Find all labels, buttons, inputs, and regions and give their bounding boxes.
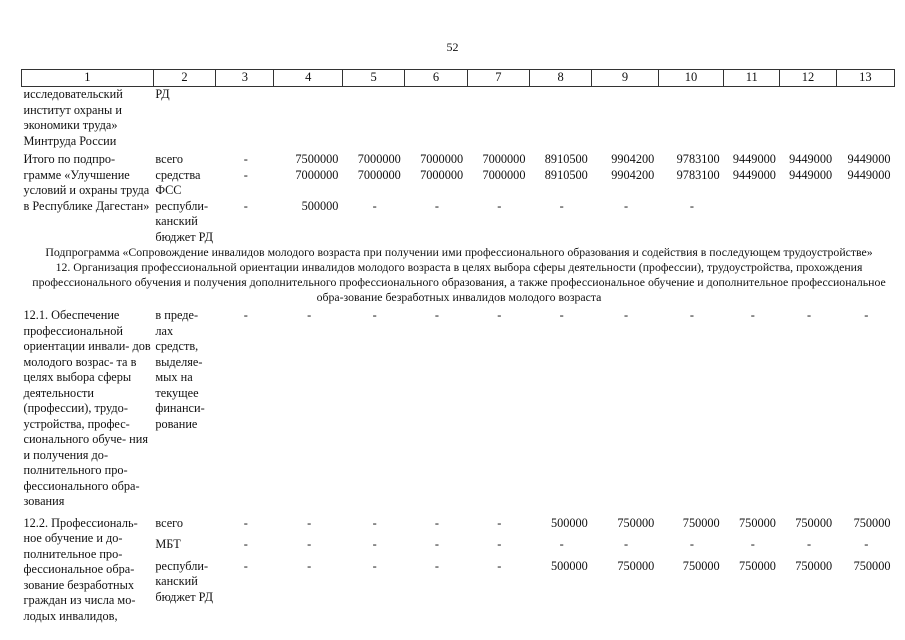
- column-header: 5: [342, 70, 404, 87]
- row-source: всего: [155, 152, 184, 166]
- value-cell: -: [243, 152, 248, 166]
- value-cell: -: [559, 308, 564, 322]
- value-cell: 9449000: [732, 152, 776, 166]
- value-cell: 7000000: [482, 167, 526, 182]
- row-source: МБТ: [155, 537, 181, 552]
- table-row: [22, 308, 895, 510]
- page-number: 52: [446, 40, 459, 54]
- column-header: 8: [529, 70, 591, 87]
- value-cell: -: [689, 198, 695, 213]
- value-cell: 500000: [550, 558, 588, 573]
- value-cell: -: [623, 308, 629, 322]
- column-header: 7: [467, 70, 529, 87]
- value-cell: 7000000: [420, 152, 464, 166]
- row-source: средства ФСС: [155, 167, 201, 197]
- value-cell: 9904200: [611, 152, 655, 166]
- value-cell: -: [434, 558, 440, 573]
- value-cell: -: [307, 515, 312, 530]
- value-cell: -: [434, 308, 440, 322]
- value-cell: -: [864, 537, 869, 552]
- row-source: республи- канский бюджет РД: [155, 558, 213, 604]
- value-cell: -: [497, 308, 502, 322]
- value-cell: -: [243, 167, 248, 182]
- table-row: [22, 559, 895, 624]
- value-cell: -: [559, 198, 564, 213]
- value-cell: 8910500: [544, 167, 588, 182]
- value-cell: -: [243, 198, 248, 213]
- value-cell: -: [243, 515, 248, 530]
- column-header: 6: [405, 70, 467, 87]
- value-cell: 500000: [550, 515, 588, 530]
- value-cell: -: [750, 308, 755, 322]
- value-cell: 7500000: [295, 152, 339, 166]
- value-cell: 9449000: [847, 152, 891, 166]
- table-row: [22, 152, 895, 168]
- value-cell: 9449000: [847, 167, 891, 182]
- value-cell: 500000: [301, 198, 339, 213]
- subprogram-row: [22, 245, 895, 260]
- value-cell: -: [497, 198, 502, 213]
- value-cell: 7000000: [482, 152, 526, 166]
- value-cell: -: [434, 515, 440, 530]
- column-header: 10: [658, 70, 723, 87]
- value-cell: 750000: [739, 558, 776, 573]
- table-row: [22, 168, 895, 199]
- value-cell: -: [559, 537, 564, 552]
- column-header: 1: [22, 70, 154, 87]
- value-cell: -: [372, 558, 377, 573]
- value-cell: -: [372, 308, 377, 322]
- value-cell: -: [307, 308, 312, 322]
- value-cell: 7000000: [420, 167, 464, 182]
- value-cell: 750000: [795, 515, 833, 530]
- column-header: 2: [153, 70, 215, 87]
- table-row: [22, 87, 895, 150]
- value-cell: 7000000: [357, 167, 401, 182]
- column-header: 3: [216, 70, 274, 87]
- row-name: Итого по подпро- грамме «Улучшение условий и охраны труда в Республике Дагестан»: [23, 152, 150, 213]
- value-cell: -: [497, 515, 502, 530]
- row-source: в преде- лах средств, выделяе- мых на текущее финанси- рование: [155, 308, 205, 431]
- value-cell: -: [372, 515, 377, 530]
- value-cell: -: [243, 558, 248, 573]
- row-name: 12.1. Обеспечение профессиональной ориентации инвали- дов молодого возрас- та в целях выбора сферы деятельности (профессии), трудо- устройства, профес- сионального обуче- ния и получения до- полнительного про- фессионального обра- зования: [23, 308, 151, 508]
- value-cell: -: [689, 308, 695, 322]
- value-cell: 750000: [795, 558, 833, 573]
- value-cell: -: [372, 537, 377, 552]
- value-cell: -: [434, 537, 440, 552]
- value-cell: 750000: [853, 515, 891, 530]
- value-cell: 9449000: [789, 167, 833, 182]
- value-cell: -: [243, 537, 248, 552]
- budget-table: [21, 69, 895, 624]
- value-cell: 750000: [739, 515, 776, 530]
- value-cell: 750000: [682, 558, 720, 573]
- value-cell: -: [806, 308, 812, 322]
- column-header: 11: [724, 70, 780, 87]
- value-cell: 9449000: [789, 152, 833, 166]
- column-header: 9: [592, 70, 658, 87]
- row-source: республи- канский бюджет РД: [155, 198, 213, 244]
- value-cell: 9783100: [676, 152, 720, 166]
- value-cell: -: [689, 537, 695, 552]
- value-cell: -: [864, 308, 869, 322]
- value-cell: 9783100: [676, 167, 720, 182]
- table-row: [22, 537, 895, 559]
- row-source: всего: [155, 515, 184, 530]
- value-cell: 7000000: [295, 167, 339, 182]
- value-cell: -: [307, 537, 312, 552]
- value-cell: 750000: [617, 515, 655, 530]
- value-cell: -: [806, 537, 812, 552]
- value-cell: 8910500: [544, 152, 588, 166]
- table-row: [22, 516, 895, 538]
- header-row: [22, 70, 895, 87]
- row-name: 12.2. Профессиональ- ное обучение и до- полнительное про- фессиональное обра- зование безработных граждан из числа мо- лодых инвалидов,: [23, 515, 138, 623]
- value-cell: -: [307, 558, 312, 573]
- table-row: [22, 199, 895, 246]
- value-cell: -: [372, 198, 377, 213]
- value-cell: [780, 199, 836, 246]
- value-cell: -: [243, 308, 248, 322]
- section-row: [22, 260, 895, 305]
- column-header: 4: [274, 70, 342, 87]
- value-cell: 750000: [853, 558, 891, 573]
- value-cell: -: [497, 558, 502, 573]
- value-cell: 750000: [682, 515, 720, 530]
- value-cell: [836, 199, 894, 246]
- value-cell: -: [623, 198, 629, 213]
- row-source: РД: [155, 87, 170, 101]
- value-cell: -: [497, 537, 502, 552]
- column-header: 12: [780, 70, 836, 87]
- column-header: 13: [836, 70, 894, 87]
- value-cell: 9449000: [732, 167, 776, 182]
- section-heading: 12. Организация профессиональной ориентации инвалидов молодого возраста в целях выбора сферы деятельности (профессии), трудоустройства, прохождения профессионального обучения и получения дополнительного профессионального образования, а также профессиональное обучение и дополнительное профессиональное обра-зование безработных инвалидов молодого возраста: [32, 260, 886, 304]
- row-name: исследовательский институт охраны и экономики труда» Минтруда России: [23, 87, 123, 148]
- value-cell: 7000000: [357, 152, 401, 166]
- value-cell: -: [750, 537, 755, 552]
- value-cell: 9904200: [611, 167, 655, 182]
- subprogram-title: Подпрограмма «Сопровождение инвалидов молодого возраста при получении ими профессионального образования и содействия в последующем трудоустройстве»: [45, 245, 873, 259]
- value-cell: -: [623, 537, 629, 552]
- value-cell: [724, 199, 780, 246]
- value-cell: -: [434, 198, 440, 213]
- value-cell: 750000: [617, 558, 655, 573]
